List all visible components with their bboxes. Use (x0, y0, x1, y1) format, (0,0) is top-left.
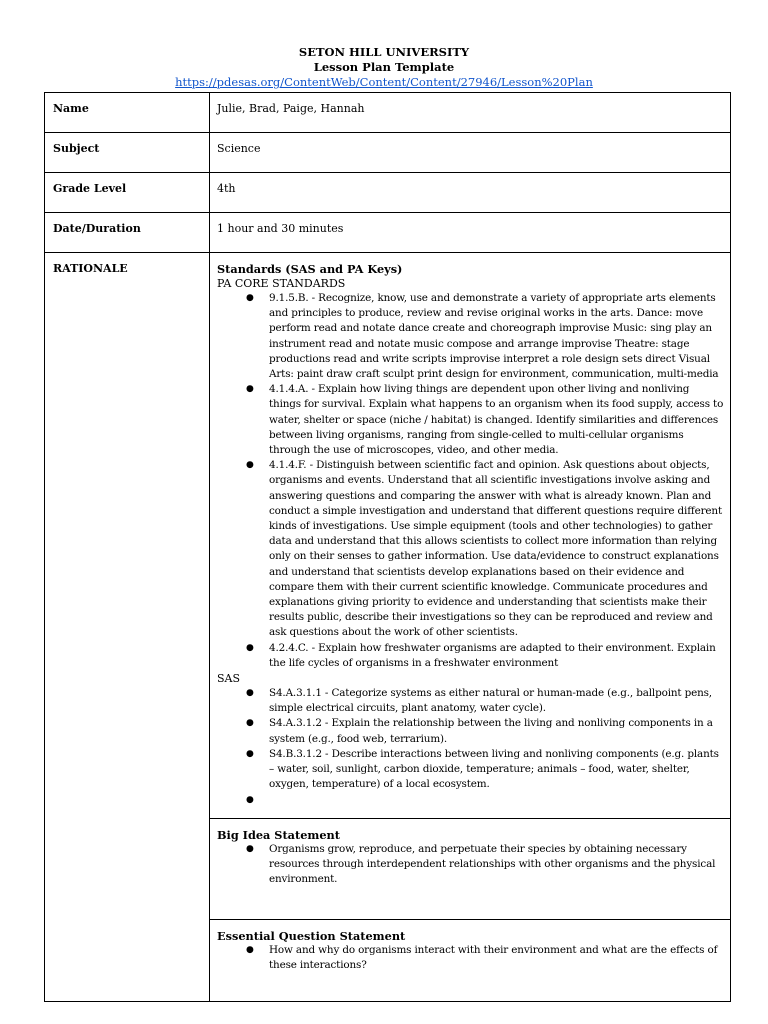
list-item: ● 4.2.4.C. - Explain how freshwater organisms are adapted to their environment. Explain the life cycles of organisms in a freshwater environment (246, 641, 716, 669)
bullet-icon: ● (246, 718, 254, 729)
bullet-icon: ● (246, 642, 254, 653)
bullet-icon: ● (246, 945, 254, 955)
lesson-plan-table (44, 92, 731, 1002)
bullet-icon: ● (246, 748, 254, 759)
template-title: Lesson Plan Template (313, 60, 455, 74)
pa-core-label: PA CORE STANDARDS (217, 277, 346, 290)
name-row (45, 93, 731, 133)
list-item (246, 793, 724, 808)
big-idea-cell (210, 819, 731, 920)
subject-label: Subject (45, 133, 210, 173)
list-item: ● 9.1.5.B. - Recognize, know, use and demonstrate a variety of appropriate arts elements and principles to produce, review and revise original works in the arts. Dance: move perform read and notate dance create and choreograph improvise Music: sing play an instrument read and notate music compose and arrange improvise Theatre: stage productions read and write scripts improvise interpret a role design sets direct Visual Arts: paint draw craft sculpt print design for environment, communication, multi-media (246, 292, 719, 381)
list-item: ● How and why do organisms interact with their environment and what are the effects of these interactions? (246, 944, 718, 972)
rationale-label: RATIONALE (45, 253, 210, 1002)
duration-row (45, 213, 731, 253)
subject-value: Science (210, 133, 731, 173)
essential-question-cell (210, 920, 731, 1002)
big-idea-title: Big Idea Statement (217, 828, 340, 842)
essential-question-list (217, 943, 724, 973)
bullet-icon: ● (246, 844, 254, 854)
list-item: ● Organisms grow, reproduce, and perpetuate their species by obtaining necessary resources through interdependent relationships with other organisms and the physical environment. (246, 843, 716, 886)
bullet-icon: ● (246, 293, 254, 303)
essential-question-title: Essential Question Statement (217, 929, 406, 943)
duration-label: Date/Duration (45, 213, 210, 253)
pdesas-link[interactable]: https://pdesas.org/ContentWeb/Content/Content/27946/Lesson%20Plan (175, 75, 593, 89)
name-label: Name (45, 93, 210, 133)
subject-row (45, 133, 731, 173)
grade-label: Grade Level (45, 173, 210, 213)
bullet-icon: ● (246, 688, 254, 699)
duration-value: 1 hour and 30 minutes (210, 213, 731, 253)
list-item: ● S4.A.3.1.1 - Categorize systems as either natural or human-made (e.g., ballpoint pens, simple electrical circuits, plant anatomy, water cycle). (246, 687, 712, 715)
rationale-row (45, 253, 731, 819)
university-title: SETON HILL UNIVERSITY (298, 45, 470, 59)
list-item: ● 4.1.4.F. - Distinguish between scientific fact and opinion. Ask questions about objects, organisms and events. Understand that all scientific investigations involve asking and answering questions and comparing the answer with what is already known. Plan and conduct a simple investigation and understand that different questions require different kinds of investigations. Use simple equipment (tools and other technologies) to gather data and understand that this allows scientists to collect more information than relying only on their senses to gather information. Use data/evidence to construct explanations and understand that scientists develop explanations based on their evidence and compare them with their current scientific knowledge. Communicate procedures and explanations giving priority to evidence and understanding that scientists make their results public, describe their investigations so they can be reproduced and review and ask questions about the work of other scientists. (246, 459, 722, 639)
standards-title: Standards (SAS and PA Keys) (217, 262, 403, 276)
name-value: Julie, Brad, Paige, Hannah (210, 93, 731, 133)
bullet-icon: ● (246, 460, 254, 471)
list-item: ● S4.A.3.1.2 - Explain the relationship between the living and nonliving components in a system (e.g., food web, terrarium). (246, 717, 713, 745)
bullet-icon: ● (246, 384, 254, 395)
list-item: ● 4.1.4.A. - Explain how living things are dependent upon other living and nonliving things for survival. Explain what happens to an organism when its food supply, access to water, shelter or space (niche / habitat) is changed. Identify similarities and differences between living organisms, ranging from single-celled to multi-cellular organisms through the use of microscopes, video, and other media. (246, 383, 724, 457)
document-header (0, 45, 768, 90)
grade-value: 4th (210, 173, 731, 213)
pa-core-list (217, 291, 724, 671)
big-idea-list (217, 842, 724, 888)
list-item: ● S4.B.3.1.2 - Describe interactions between living and nonliving components (e.g. plants – water, soil, sunlight, carbon dioxide, temperature; animals – food, water, shelter, oxygen, temperature) of a local ecosystem. (246, 747, 719, 791)
bullet-icon: ● (246, 794, 254, 805)
standards-cell (210, 253, 731, 819)
sas-label: SAS (217, 672, 241, 686)
grade-row (45, 173, 731, 213)
sas-list (217, 686, 724, 807)
